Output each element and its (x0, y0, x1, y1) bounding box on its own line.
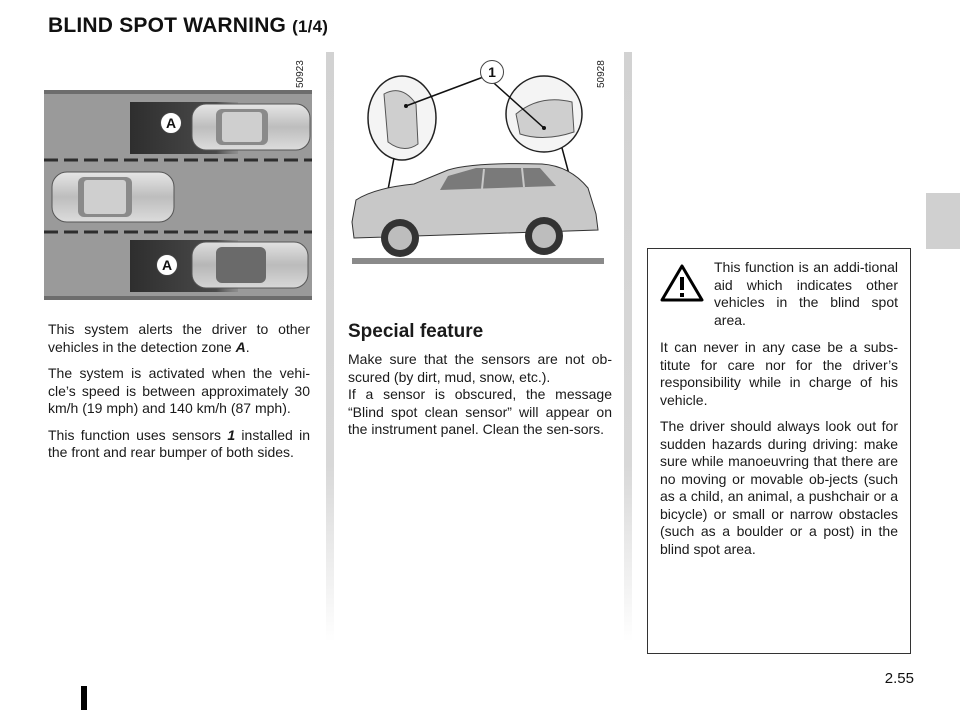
blind-spot-zone-figure (44, 54, 312, 304)
title-part: (1/4) (292, 17, 329, 36)
sensor-obscured-paragraph: Make sure that the sensors are not ob-scured (by dirt, mud, snow, etc.). (348, 351, 612, 385)
car-top (192, 104, 310, 150)
warning-hazards: The driver should always look out for sudden hazards during driving: make sure while manoeuvring that there are no moving or movable ob-jects (such as a child, an animal, a pushchair or a bicycle) or small or narrow obstacles (such as a boulder or a post) in the blind spot area. (660, 418, 898, 557)
car-middle (52, 172, 174, 222)
intro-paragraph: This system alerts the driver to other vehicles in the detection zone A. (48, 321, 310, 355)
road-illustration (44, 54, 312, 304)
warning-intro: This function is an addi-tional aid which indicates other vehicles in the blind spot area. (714, 259, 898, 328)
title-text: BLIND SPOT WARNING (48, 14, 287, 37)
car-bottom (192, 242, 308, 288)
column-separator-right (624, 52, 632, 642)
warning-box (647, 248, 911, 654)
sensor-callout-1: 1 (480, 60, 504, 84)
zone-a-label-top: A (160, 112, 182, 134)
chapter-tab (926, 193, 960, 249)
figure-code-right: 50928 (596, 60, 607, 88)
corner-mark (81, 686, 87, 710)
clean-sensor-paragraph: If a sensor is obscured, the message “Blind spot clean sensor” will appear on the instrument panel. Clean the sen-sors. (348, 386, 612, 437)
figure-code-left: 50923 (295, 60, 306, 88)
ground-line (352, 258, 604, 264)
column-separator-left (326, 52, 334, 642)
special-feature-heading: Special feature (348, 321, 484, 342)
vehicle-side-illustration (344, 54, 612, 270)
activation-paragraph: The system is activated when the vehi-cle’s speed is between approximately 30 km/h (19 mph) and 140 km/h (87 mph). (48, 365, 310, 416)
page-number: 2.55 (884, 670, 914, 687)
suv-body (352, 164, 598, 257)
sensor-location-figure (344, 54, 612, 270)
zone-a-label-bottom: A (156, 254, 178, 276)
middle-column-text (348, 322, 612, 448)
sensors-paragraph: This function uses sensors 1 installed in the front and rear bumper of both sides. (48, 426, 310, 460)
warning-details (660, 339, 898, 567)
warning-responsibility: It can never in any case be a subs-titute for care nor for the driver’s responsibility while in charge of his vehicle. (660, 339, 898, 408)
page-title (48, 14, 328, 38)
left-column-text (48, 321, 310, 471)
warning-triangle-icon (660, 263, 704, 303)
